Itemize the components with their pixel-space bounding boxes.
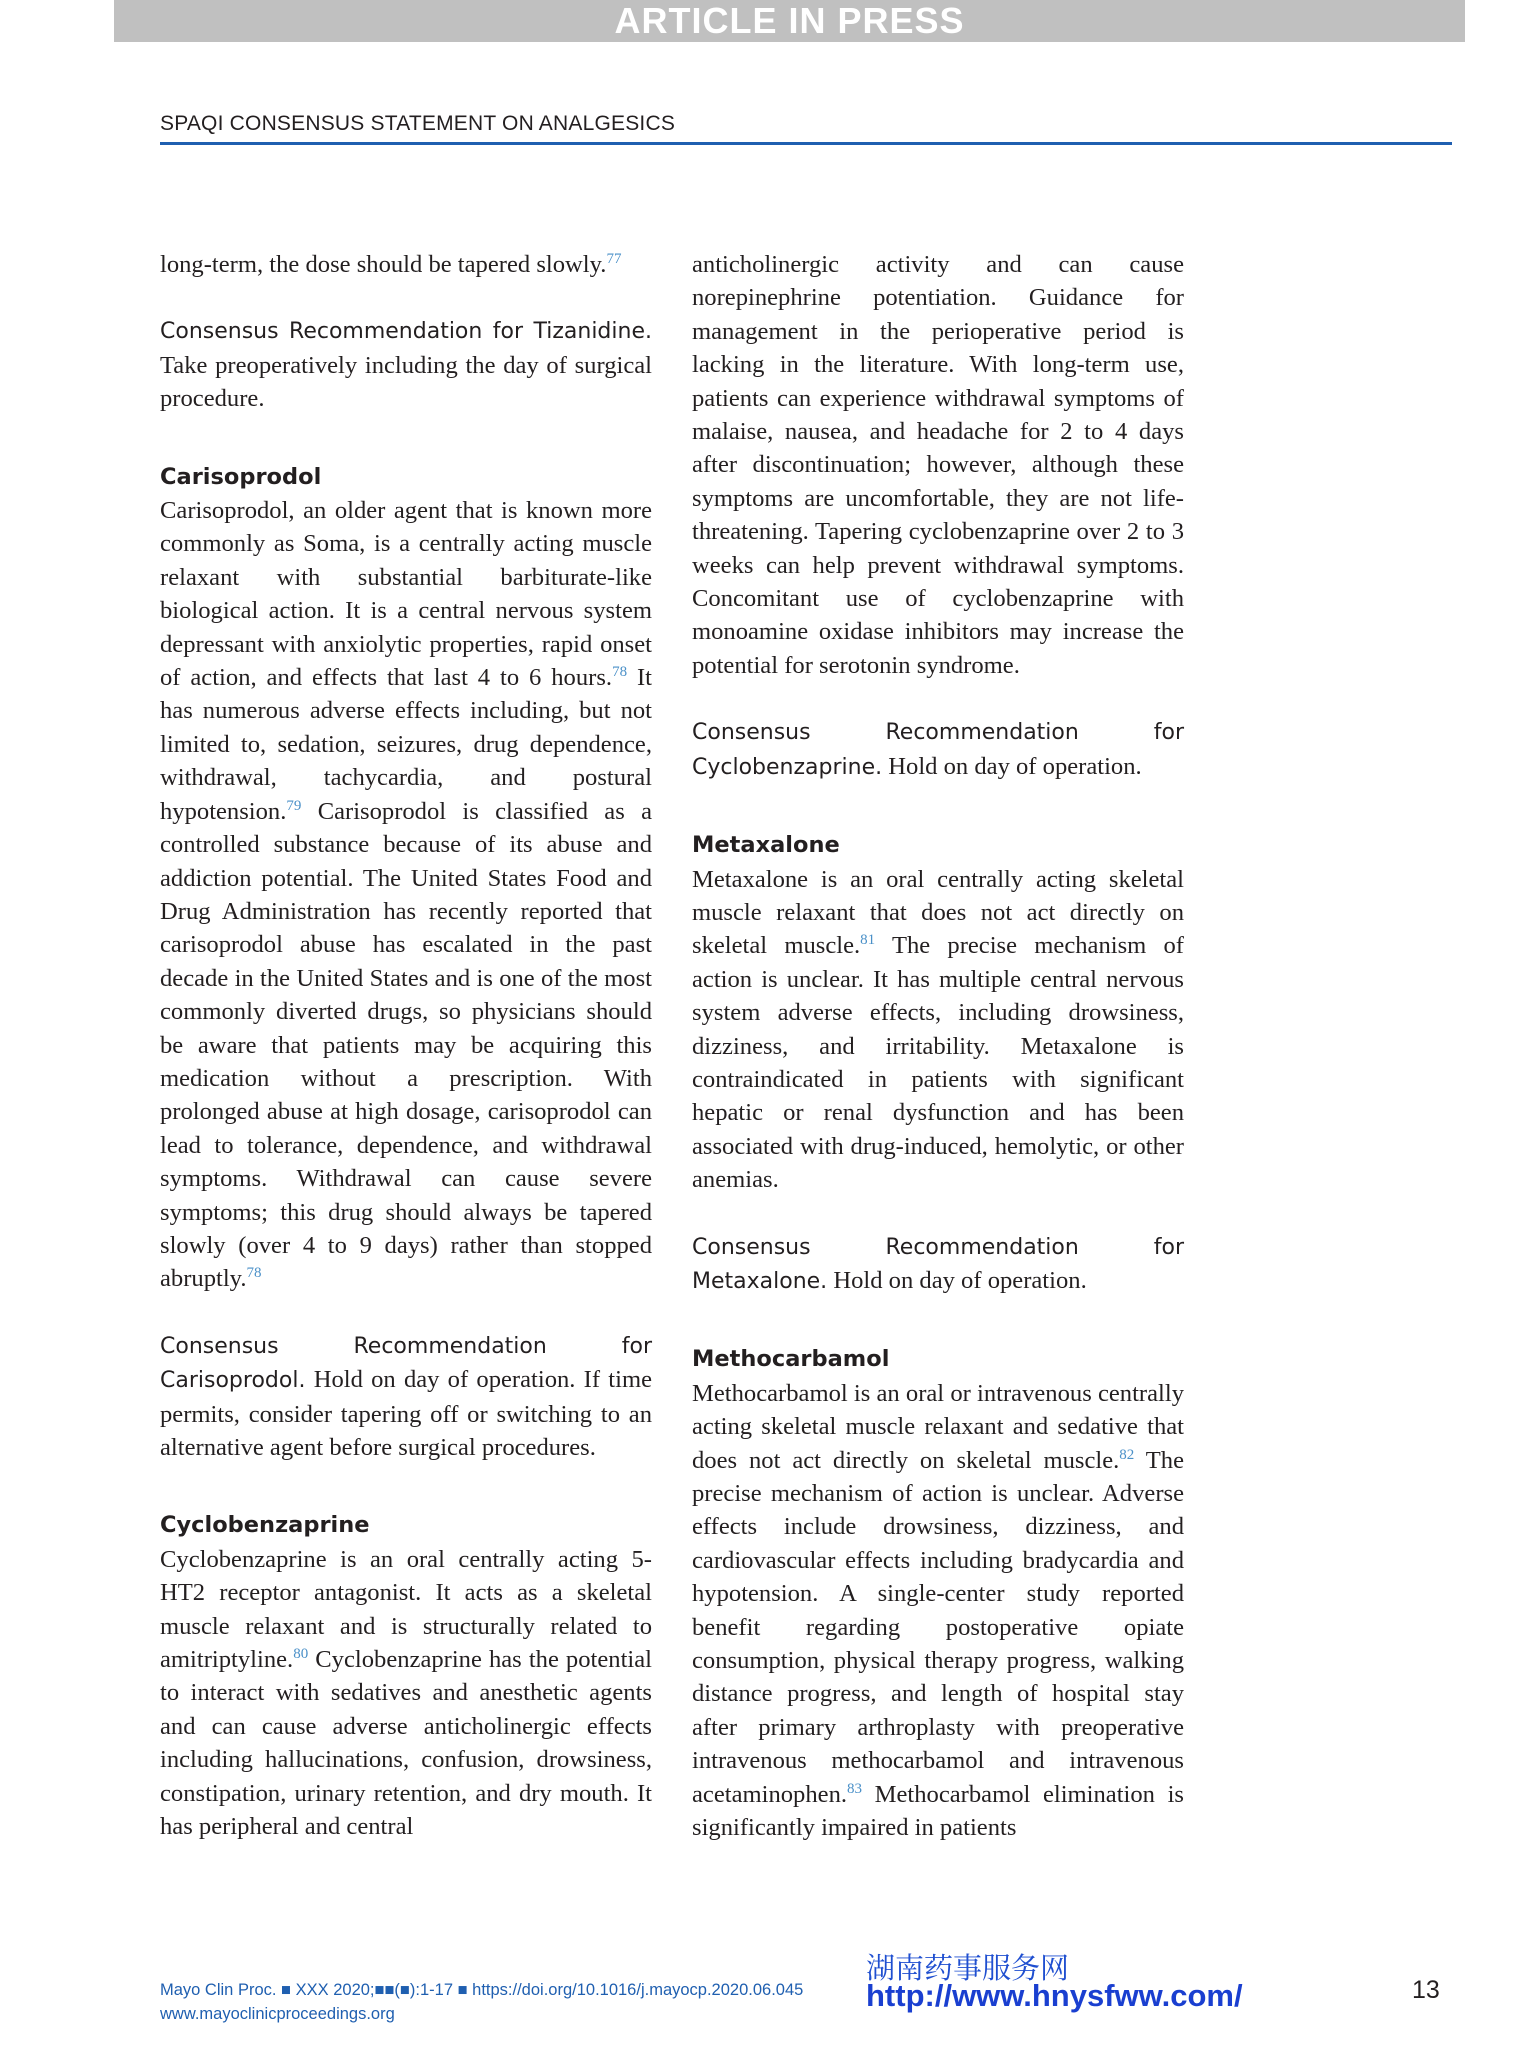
running-head: SPAQI CONSENSUS STATEMENT ON ANALGESICS [160,112,676,135]
article-in-press-banner: ARTICLE IN PRESS [114,0,1465,42]
recommendation-label: Consensus Recommendation for Metaxalone. [692,1234,1184,1294]
citation-ref[interactable]: 78 [246,1265,262,1282]
citation-ref[interactable]: 81 [860,932,876,949]
footer-separator-icon: ■ [281,1981,292,1999]
paragraph-cyclobenzaprine: Cyclobenzaprine is an oral centrally acting 5-HT2 receptor antagonist. It acts as a skeletal muscle relaxant and is structurally related to amitriptyline.$^{80}$ Cyclobenzaprine has the potential to interact with sedatives and anesthetic agents and can cause adverse anticholinergic effects including hallucinations, confusion, drowsiness, constipation, urinary retention, and dry mouth. It has peripheral and central [160,1545,652,1841]
recommendation-label: Consensus Recommendation for Cyclobenzaprine. [692,720,1184,780]
paragraph-metaxalone: Metaxalone is an oral centrally acting skeletal muscle relaxant that does not act directly on skeletal muscle.$^{81}$ The precise mechanism of action is unclear. It has multiple central nervous system adverse effects, including drowsiness, dizziness, and irritability. Metaxalone is contraindicated in patients with significant hepatic or renal dysfunction and has been associated with drug-induced, hemolytic, or other anemias. [692,865,1184,1194]
paragraph-tizanidine-end: long-term, the dose should be tapered slowly.$^{77}$ [160,250,622,278]
footer-site-link[interactable]: www.mayoclinicproceedings.org [160,2005,395,2023]
paragraph-carisoprodol: Carisoprodol, an older agent that is known more commonly as Soma, is a centrally acting muscle relaxant with substantial barbiturate-like biological action. It is a central nervous system depressant with anxiolytic properties, rapid onset of action, and effects that last 4 to 6 hours.$^{78}$ It has numerous adverse effects including, but not limited to, sedation, seizures, drug dependence, withdrawal, tachycardia, and postural hypotension.$^{79}$ Carisoprodol is classified as a controlled substance because of its abuse and addiction potential. The United States Food and Drug Administration has recently reported that carisoprodol abuse has escalated in the past decade in the United States and is one of the most commonly diverted drugs, so physicians should be aware that patients may be acquiring this medication without a prescription. With prolonged abuse at high dosage, carisoprodol can lead to tolerance, dependence, and withdrawal symptoms. Withdrawal can cause severe symptoms; this drug should always be tapered slowly (over 4 to 9 days) rather than stopped abruptly.$^{78}$ [160,497,652,1293]
recommendation-cyclobenzaprine: Consensus Recommendation for Cyclobenzaprine. Hold on day of operation. [692,720,1184,780]
paragraph-methocarbamol: Methocarbamol is an oral or intravenous centrally acting skeletal muscle relaxant and sedative that does not act directly on skeletal muscle.$^{82}$ The precise mechanism of action is unclear. Adverse effects include drowsiness, dizziness, and cardiovascular effects including bradycardia and hypotension. A single-center study reported benefit regarding postoperative opiate consumption, physical therapy progress, walking distance progress, and length of hospital stay after primary arthroplasty with preoperative intravenous methocarbamol and intravenous acetaminophen.$^{83}$ Methocarbamol elimination is significantly impaired in patients [692,1379,1184,1842]
recommendation-label: Consensus Recommendation for Carisoprodol. [160,1333,652,1394]
footer-issue: XXX 2020;■■(■):1-17 [295,1981,453,1999]
right-column [692,248,1184,1844]
page-number: 13 [1412,1976,1440,2004]
section-heading-carisoprodol: Carisoprodol [160,463,322,490]
recommendation-carisoprodol: Consensus Recommendation for Carisoprodol. Hold on day of operation. If time permits, consider tapering off or switching to an alternative agent before surgical procedures. [160,1333,652,1461]
section-heading-metaxalone: Metaxalone [692,832,840,859]
citation-ref[interactable]: 78 [612,663,628,680]
recommendation-metaxalone: Consensus Recommendation for Metaxalone. Hold on day of operation. [692,1234,1184,1294]
citation-ref[interactable]: 80 [293,1645,309,1662]
citation-ref[interactable]: 83 [847,1780,863,1797]
footer-journal: Mayo Clin Proc. [160,1981,277,1999]
section-heading-methocarbamol: Methocarbamol [692,1346,890,1373]
footer-doi-link[interactable]: https://doi.org/10.1016/j.mayocp.2020.06.045 [472,1981,804,1999]
watermark-chinese-text: 湖南药事服务网 [866,1951,1070,1985]
paragraph-cyclobenzaprine-cont: anticholinergic activity and can cause norepinephrine potentiation. Guidance for management in the perioperative period is lacking in the literature. With long-term use, patients can experience withdrawal symptoms of malaise, nausea, and headache for 2 to 4 days after discontinuation; however, although these symptoms are uncomfortable, they are not life-threatening. Tapering cyclobenzaprine over 2 to 3 weeks can help prevent withdrawal symptoms. Concomitant use of cyclobenzaprine with monoamine oxidase inhibitors may increase the potential for serotonin syndrome. [692,251,1184,679]
watermark-url-link[interactable]: http://www.hnysfww.com/ [866,1978,1243,2013]
section-heading-cyclobenzaprine: Cyclobenzaprine [160,1512,370,1539]
header-rule [160,142,1452,145]
citation-ref[interactable]: 77 [606,250,622,267]
recommendation-label: Consensus Recommendation for Tizanidine. [160,319,652,345]
footer-separator-icon: ■ [457,1981,468,1999]
left-column [160,248,652,1843]
citation-ref[interactable]: 79 [286,797,302,814]
recommendation-tizanidine: Consensus Recommendation for Tizanidine. Take preoperatively including the day of surgical procedure. [160,319,652,413]
citation-ref[interactable]: 82 [1119,1446,1135,1463]
footer-citation [160,1978,803,2026]
